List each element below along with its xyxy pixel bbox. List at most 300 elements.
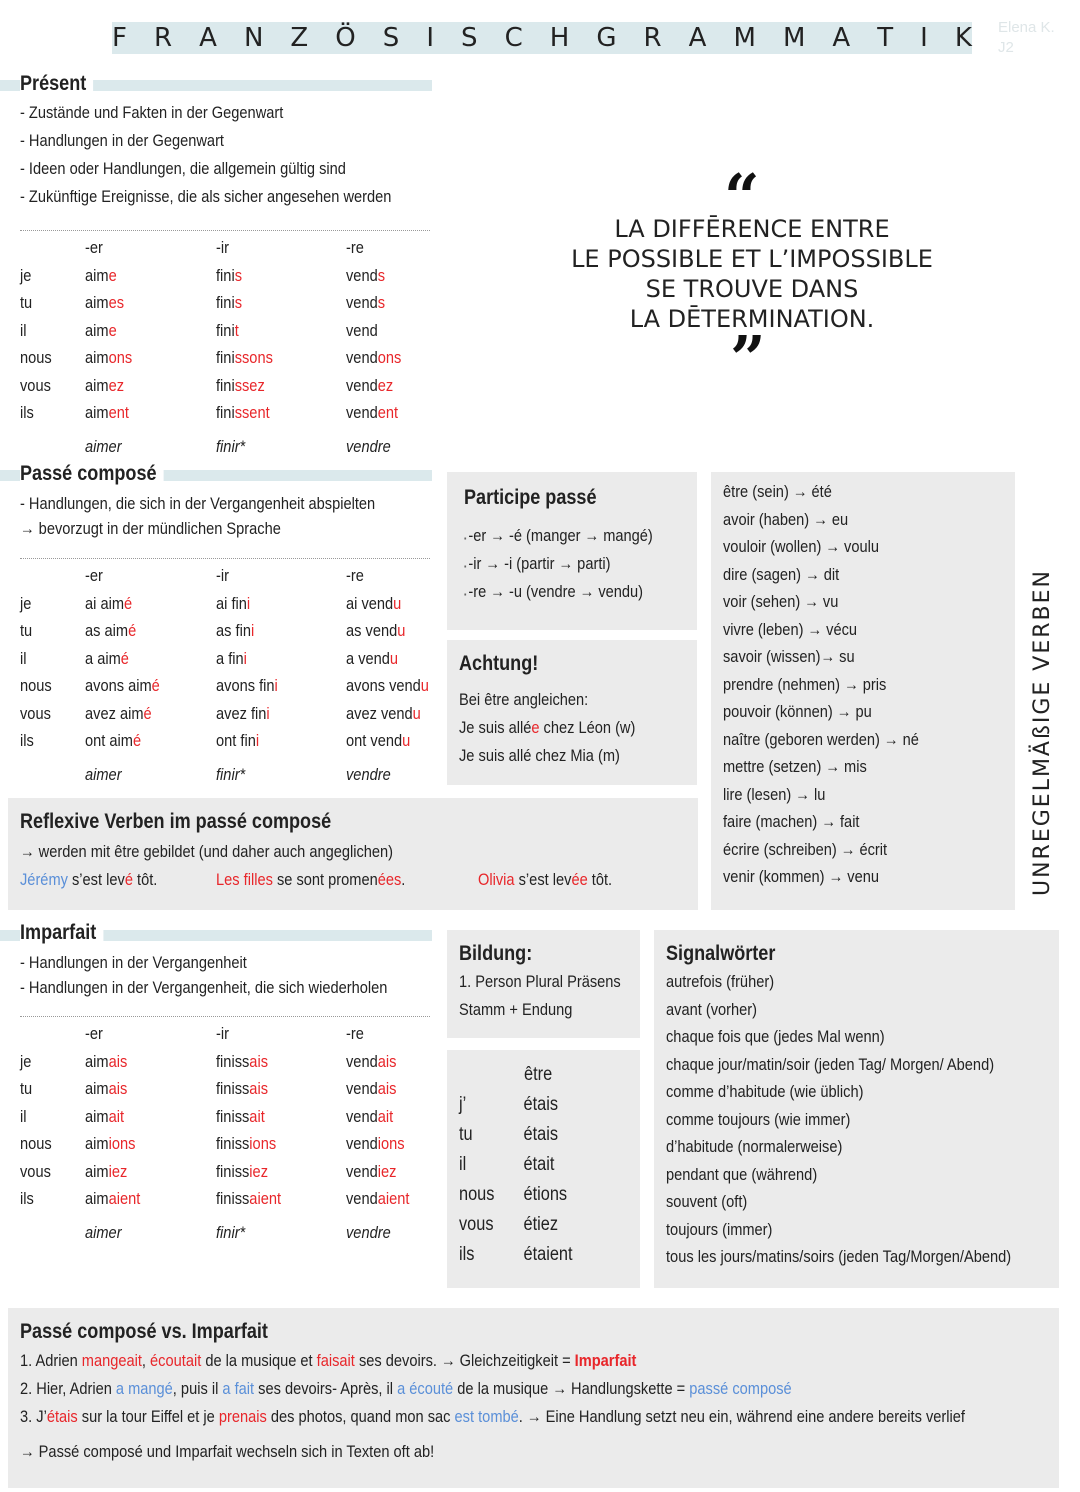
verb-form — [216, 1189, 281, 1209]
verb-form — [346, 376, 393, 396]
verb-form — [85, 1079, 127, 1099]
verb-stem: avons vend — [346, 676, 421, 695]
verb-ending: i — [255, 731, 260, 750]
verb-ending: ez — [377, 375, 394, 395]
pronoun: je — [20, 265, 32, 285]
verb-ending: s — [234, 293, 243, 312]
verb-stem: fini — [216, 293, 235, 312]
verb-ending: u — [397, 621, 406, 640]
verb-form — [216, 293, 242, 313]
irregular-verb-item: venir (kommen) → venu — [723, 867, 879, 886]
verb-form — [346, 348, 401, 368]
verb-form — [346, 403, 398, 423]
verb-stem: a fin — [216, 648, 244, 668]
verb-ending: aient — [377, 1189, 410, 1208]
verb-ending: ais — [108, 1051, 128, 1071]
verb-ending: ssez — [234, 375, 265, 395]
infinitive: vendre — [346, 1222, 391, 1242]
irregular-verb-item: faire (machen) → fait — [723, 812, 860, 831]
verb-ending: iez — [377, 1161, 397, 1181]
verb-form — [346, 704, 421, 724]
reflexive-example-1: Jérémy s’est levé tôt. — [20, 870, 158, 889]
verb-ending: é — [143, 703, 152, 723]
signal-words-box — [654, 930, 1059, 1288]
pronoun: il — [20, 648, 27, 668]
verb-form — [216, 348, 273, 368]
verb-ending: e — [108, 265, 117, 285]
reflexive-heading: Reflexive Verben im passé composé — [20, 810, 332, 833]
verb-stem: fini — [216, 403, 235, 422]
vs-example-2: 2. Hier, Adrien a mangé, puis il a fait ses devoirs- Après, il a écouté de la musique → Handlungskette = passé composé — [20, 1379, 792, 1398]
signal-word-item: pendant que (während) — [666, 1164, 818, 1184]
verb-stem: aim — [85, 1051, 109, 1071]
title-letter: M — [733, 23, 756, 53]
pronoun: je — [20, 593, 32, 613]
verb-ending: t — [234, 320, 239, 340]
pronoun: vous — [20, 703, 51, 723]
quote-close-icon: ” — [730, 322, 766, 395]
vs-box — [8, 1308, 1059, 1488]
title-letter: A — [688, 23, 707, 53]
etre-form: étiez — [523, 1214, 559, 1235]
signal-words-list — [666, 972, 1067, 1275]
verb-stem: ai fin — [216, 593, 247, 613]
verb-form — [216, 1079, 268, 1099]
title-letter: S — [461, 23, 478, 53]
verb-stem: aim — [85, 375, 109, 395]
verb-form — [216, 266, 242, 286]
etre-row — [459, 1244, 573, 1274]
signal-word-item: avant (vorher) — [666, 999, 758, 1019]
achtung-box — [447, 640, 697, 785]
pc-uses: - Handlungen, die sich in der Vergangenheit abspielten → bevorzugt in der mündlichen Sprache — [20, 494, 376, 538]
bildung-box — [447, 930, 640, 1038]
verb-ending: s — [377, 293, 386, 312]
verb-stem: avez vend — [346, 703, 413, 723]
verb-stem: vend — [346, 293, 378, 312]
verb-form — [216, 1134, 276, 1154]
verb-form — [85, 293, 124, 313]
verb-form — [85, 731, 141, 751]
verb-ending: ssent — [234, 403, 270, 422]
signal-word-item: autrefois (früher) — [666, 972, 775, 991]
verb-form — [346, 649, 398, 669]
column-header: -re — [346, 238, 364, 257]
signal-words-heading: Signalwörter — [666, 942, 776, 965]
title-letter: I — [426, 23, 434, 53]
etre-form: étaient — [523, 1244, 573, 1265]
column-header: -er — [85, 238, 103, 257]
verb-stem: avez fin — [216, 703, 267, 723]
verb-stem: aim — [85, 320, 109, 340]
imparfait-divider — [20, 1016, 430, 1017]
verb-stem: as fin — [216, 621, 251, 640]
irregular-verb-item: lire (lesen) → lu — [723, 784, 826, 804]
verb-ending: ais — [249, 1051, 269, 1071]
verb-ending: é — [124, 593, 133, 613]
achtung-rule: Bei être angleichen: — [459, 690, 589, 709]
infinitive: vendre — [346, 764, 391, 784]
reflexive-box — [8, 798, 698, 910]
verb-form — [216, 594, 250, 614]
etre-conjugation — [459, 1094, 591, 1274]
pronoun: il — [20, 1106, 27, 1126]
verb-stem: avez aim — [85, 703, 144, 723]
verb-stem: as aim — [85, 621, 129, 640]
verb-stem: vend — [346, 375, 378, 395]
verb-ending: i — [250, 621, 255, 640]
verb-stem: aim — [85, 348, 109, 367]
vs-summary: → Passé composé und Imparfait wechseln sich in Texten oft ab! — [20, 1442, 435, 1461]
verb-form — [85, 321, 117, 341]
verb-form — [85, 1134, 135, 1154]
verb-stem: avons aim — [85, 676, 152, 695]
title-letter: M — [782, 23, 806, 53]
column-header: -ir — [216, 1024, 229, 1043]
achtung-example-masculine: Je suis allé chez Mia (m) — [459, 746, 620, 765]
title-letter: A — [832, 23, 851, 53]
participe-box — [447, 472, 697, 630]
author-watermark: Elena K. J2 — [998, 19, 1055, 56]
verb-ending: u — [420, 676, 429, 695]
vs-heading: Passé composé vs. Imparfait — [20, 1320, 268, 1343]
verb-stem: ai vend — [346, 593, 394, 613]
irregular-verb-item: être (sein) → été — [723, 482, 832, 501]
verb-form — [85, 376, 124, 396]
verb-form — [346, 594, 401, 614]
verb-stem: aim — [85, 1134, 109, 1153]
achtung-example-feminine: Je suis allée chez Léon (w) — [459, 718, 636, 737]
verb-form — [346, 1052, 396, 1072]
pronoun: ils — [20, 1189, 34, 1208]
verb-stem: avons fin — [216, 676, 275, 695]
pronoun: nous — [20, 1134, 52, 1153]
column-header: -ir — [216, 238, 229, 257]
signal-word-item: souvent (oft) — [666, 1192, 748, 1211]
verb-stem: finiss — [216, 1134, 250, 1153]
signal-word-item: comme toujours (wie immer) — [666, 1109, 851, 1129]
etre-row — [459, 1094, 573, 1124]
verb-form — [85, 403, 129, 423]
title-letter: F — [112, 23, 127, 53]
verb-stem: vend — [346, 265, 378, 285]
pronoun: tu — [20, 293, 33, 312]
verb-form — [85, 649, 129, 669]
verb-form — [85, 1052, 127, 1072]
verb-ending: u — [393, 593, 402, 613]
irregular-verbs-box — [711, 472, 1015, 910]
verb-form — [85, 1189, 140, 1209]
pronoun: vous — [20, 375, 51, 395]
verb-stem: aim — [85, 1189, 109, 1208]
vs-example-3: 3. J’étais sur la tour Eiffel et je prenais des photos, quand mon sac est tombé. → Eine Handlung setzt neu ein, während eine andere bereits verlief — [20, 1407, 965, 1426]
verb-form — [216, 621, 254, 641]
vs-example-1: 1. Adrien mangeait, écoutait de la musique et faisait ses devoirs. → Gleichzeitigkeit = Imparfait — [20, 1351, 637, 1370]
verb-form — [216, 676, 278, 696]
verb-stem: ai aim — [85, 593, 125, 613]
infinitive: vendre — [346, 436, 391, 456]
pronoun: il — [20, 320, 27, 340]
verb-stem: vend — [346, 1106, 378, 1126]
verb-form — [216, 704, 270, 724]
verb-ending: ions — [377, 1134, 405, 1153]
infinitive: finir* — [216, 436, 246, 456]
verb-stem: ont vend — [346, 731, 403, 750]
verb-stem: finiss — [216, 1189, 250, 1208]
present-heading: Présent — [20, 72, 93, 96]
verb-stem: vend — [346, 1189, 378, 1208]
verb-ending: ais — [249, 1079, 269, 1098]
verb-form — [85, 266, 117, 286]
verb-stem: fini — [216, 375, 235, 395]
verb-ending: ons — [108, 348, 133, 367]
reflexive-example-2: Les filles se sont promenées. — [216, 870, 406, 889]
achtung-heading: Achtung! — [459, 652, 539, 675]
title-letter: N — [243, 23, 264, 53]
reflexive-example-3: Olivia s’est levée tôt. — [478, 870, 613, 889]
verb-ending: é — [151, 676, 160, 695]
title-letter: Ö — [335, 23, 356, 53]
verb-ending: ais — [377, 1079, 397, 1098]
verb-form — [85, 704, 152, 724]
verb-stem: finiss — [216, 1051, 250, 1071]
verb-ending: ais — [377, 1051, 397, 1071]
verb-stem: a aim — [85, 648, 121, 668]
title-letter: C — [504, 23, 523, 53]
title-letter: K — [954, 23, 972, 53]
verb-ending: s — [377, 265, 386, 285]
verb-stem: aim — [85, 1106, 109, 1126]
verb-form — [216, 1107, 265, 1127]
irregular-verb-item: naître (geboren werden) → né — [723, 729, 919, 749]
verb-ending: aient — [249, 1189, 282, 1208]
verb-form — [346, 676, 429, 696]
verb-stem: as vend — [346, 621, 398, 640]
irregular-verb-item: pouvoir (können) → pu — [723, 702, 872, 721]
etre-form: étions — [523, 1184, 568, 1205]
verb-ending: i — [274, 676, 278, 695]
etre-heading: être — [524, 1064, 553, 1085]
infinitive: finir* — [216, 764, 246, 784]
irregular-verbs-list — [723, 482, 951, 895]
verb-form — [216, 403, 270, 423]
verb-ending: iez — [249, 1161, 269, 1181]
quote-text: LA DIFFĒRENCE ENTRE LE POSSIBLE ET L’IMPOSSIBLE SE TROUVE DANS LA DĒTERMINATION. — [571, 215, 933, 333]
verb-ending: ez — [108, 375, 125, 395]
etre-row — [459, 1124, 573, 1154]
irregular-verb-item: savoir (wissen)→ su — [723, 647, 855, 666]
verb-form — [216, 1162, 268, 1182]
verb-stem: ont aim — [85, 731, 133, 750]
verb-ending: s — [234, 265, 243, 285]
verb-stem: vend — [346, 348, 378, 367]
verb-stem: vend — [346, 1051, 378, 1071]
verb-form — [216, 321, 239, 341]
verb-ending: iez — [108, 1161, 128, 1181]
verb-stem: finiss — [216, 1106, 250, 1126]
pronoun: vous — [20, 1161, 51, 1181]
pronoun: il — [459, 1154, 467, 1175]
bildung-line-2: Stamm + Endung — [459, 1000, 573, 1019]
quote-open-icon: “ — [724, 160, 760, 233]
verb-ending: aient — [108, 1189, 141, 1208]
verb-ending: i — [266, 703, 270, 723]
signal-word-item: tous les jours/matins/soirs (jeden Tag/Morgen/Abend) — [666, 1247, 1012, 1266]
pronoun: vous — [459, 1214, 494, 1235]
verb-form — [85, 1107, 124, 1127]
verb-ending: u — [389, 648, 399, 668]
verb-stem: aim — [85, 1079, 109, 1098]
verb-ending: é — [120, 648, 129, 668]
etre-row — [459, 1154, 573, 1184]
etre-form: étais — [523, 1124, 559, 1145]
verb-ending: ais — [108, 1079, 128, 1098]
verb-form — [216, 731, 259, 751]
verb-ending: es — [108, 293, 125, 312]
verb-ending: i — [243, 648, 247, 668]
verb-ending: ait — [108, 1106, 125, 1126]
infinitive: aimer — [85, 436, 122, 456]
verb-stem: fini — [216, 320, 235, 340]
irregular-verbs-label: UNREGELMÄßIGE VERBEN — [1030, 569, 1055, 896]
verb-stem: ont fin — [216, 731, 256, 750]
verb-form — [346, 321, 378, 341]
pronoun: ils — [459, 1244, 475, 1265]
etre-form: était — [523, 1154, 555, 1175]
pronoun: ils — [20, 731, 34, 750]
verb-stem: vend — [346, 403, 378, 422]
irregular-verb-item: écrire (schreiben) → écrit — [723, 839, 888, 859]
pronoun: tu — [20, 621, 33, 640]
pc-heading: Passé composé — [20, 462, 163, 486]
title-letter: Z — [290, 23, 309, 53]
verb-form — [346, 621, 405, 641]
verb-stem: a vend — [346, 648, 390, 668]
verb-form — [346, 1162, 396, 1182]
imparfait-uses: - Handlungen in der Vergangenheit - Handlungen in der Vergangenheit, die sich wiederholen — [20, 953, 388, 997]
verb-ending: é — [132, 731, 142, 750]
title-letter: A — [199, 23, 217, 53]
title-letter: S — [382, 23, 400, 53]
pronoun: nous — [20, 676, 52, 695]
reflexive-rule: → werden mit être gebildet (und daher auch angeglichen) — [20, 842, 394, 861]
verb-stem: aim — [85, 293, 109, 312]
verb-stem: vend — [346, 1134, 378, 1153]
title-letter: R — [643, 23, 662, 53]
verb-form — [216, 376, 265, 396]
pc-divider — [20, 558, 430, 559]
verb-form — [85, 594, 132, 614]
verb-form — [85, 1162, 127, 1182]
irregular-verb-item: avoir (haben) → eu — [723, 509, 849, 529]
verb-form — [85, 676, 160, 696]
irregular-verb-item: vivre (leben) → vécu — [723, 619, 858, 639]
verb-form — [85, 621, 136, 641]
column-header: -er — [85, 566, 103, 585]
signal-word-item: d’habitude (normalerweise) — [666, 1137, 843, 1156]
pronoun: nous — [459, 1184, 495, 1205]
etre-form: étais — [523, 1094, 559, 1115]
etre-box — [447, 1050, 640, 1288]
imparfait-heading: Imparfait — [20, 921, 103, 945]
infinitive: aimer — [85, 764, 122, 784]
irregular-verb-item: dire (sagen) → dit — [723, 564, 840, 584]
irregular-verb-item: vouloir (wollen) → voulu — [723, 537, 880, 556]
verb-form — [85, 348, 132, 368]
pronoun: tu — [459, 1124, 473, 1145]
verb-ending: ait — [249, 1106, 265, 1126]
verb-ending: é — [128, 621, 137, 640]
pronoun: nous — [20, 348, 52, 367]
verb-stem: aim — [85, 265, 109, 285]
signal-word-item: chaque jour/matin/soir (jeden Tag/ Morgen/ Abend) — [666, 1054, 995, 1074]
verb-stem: vend — [346, 1161, 378, 1181]
pronoun: tu — [20, 1079, 33, 1098]
verb-stem: fini — [216, 348, 235, 367]
title-banner — [112, 22, 972, 54]
title-letter: G — [596, 23, 617, 53]
present-divider — [20, 230, 430, 231]
irregular-verb-item: mettre (setzen) → mis — [723, 757, 867, 776]
signal-word-item: comme d’habitude (wie üblich) — [666, 1082, 864, 1101]
title-letter: I — [920, 23, 928, 53]
title-letter: T — [877, 23, 894, 53]
verb-stem: aim — [85, 1161, 109, 1181]
column-header: -re — [346, 566, 364, 585]
verb-ending: ions — [249, 1134, 277, 1153]
pronoun: je — [20, 1051, 32, 1071]
column-header: -re — [346, 1024, 364, 1043]
pronoun: ils — [20, 403, 34, 422]
verb-form — [346, 1079, 396, 1099]
verb-stem: finiss — [216, 1161, 250, 1181]
signal-word-item: chaque fois que (jedes Mal wenn) — [666, 1027, 885, 1046]
verb-ending: ent — [108, 403, 129, 422]
irregular-verb-item: prendre (nehmen) → pris — [723, 674, 887, 694]
verb-ending: ons — [377, 348, 402, 367]
verb-stem: vend — [346, 1079, 378, 1098]
participe-heading: Participe passé — [464, 486, 597, 509]
column-header: -ir — [216, 566, 229, 585]
verb-ending: u — [412, 703, 421, 723]
present-uses: - Zustände und Fakten in der Gegenwart - Handlungen in der Gegenwart - Ideen oder Handlungen, die allgemein gültig sind - Zukünftige Ereignisse, die als sicher angesehen werden — [20, 103, 392, 206]
etre-row — [459, 1214, 573, 1244]
signal-word-item: toujours (immer) — [666, 1219, 773, 1239]
page-title — [112, 23, 972, 55]
verb-form — [216, 649, 247, 669]
bildung-heading: Bildung: — [459, 942, 533, 965]
verb-ending: u — [402, 731, 411, 750]
verb-form — [346, 266, 385, 286]
verb-form — [346, 1189, 409, 1209]
verb-form — [346, 1107, 393, 1127]
pronoun: j’ — [459, 1094, 467, 1115]
verb-stem: vend — [346, 320, 378, 340]
verb-form — [216, 1052, 268, 1072]
bildung-line-1: 1. Person Plural Präsens — [459, 972, 621, 991]
verb-ending: i — [246, 593, 251, 613]
column-header: -er — [85, 1024, 103, 1043]
title-letter: R — [154, 23, 173, 53]
irregular-verb-item: voir (sehen) → vu — [723, 592, 839, 611]
verb-ending: ent — [377, 403, 399, 422]
verb-form — [346, 731, 410, 751]
verb-ending: ions — [108, 1134, 136, 1153]
verb-stem: fini — [216, 265, 235, 285]
verb-ending: e — [108, 320, 117, 340]
etre-row — [459, 1184, 573, 1214]
title-letter: H — [549, 23, 570, 53]
